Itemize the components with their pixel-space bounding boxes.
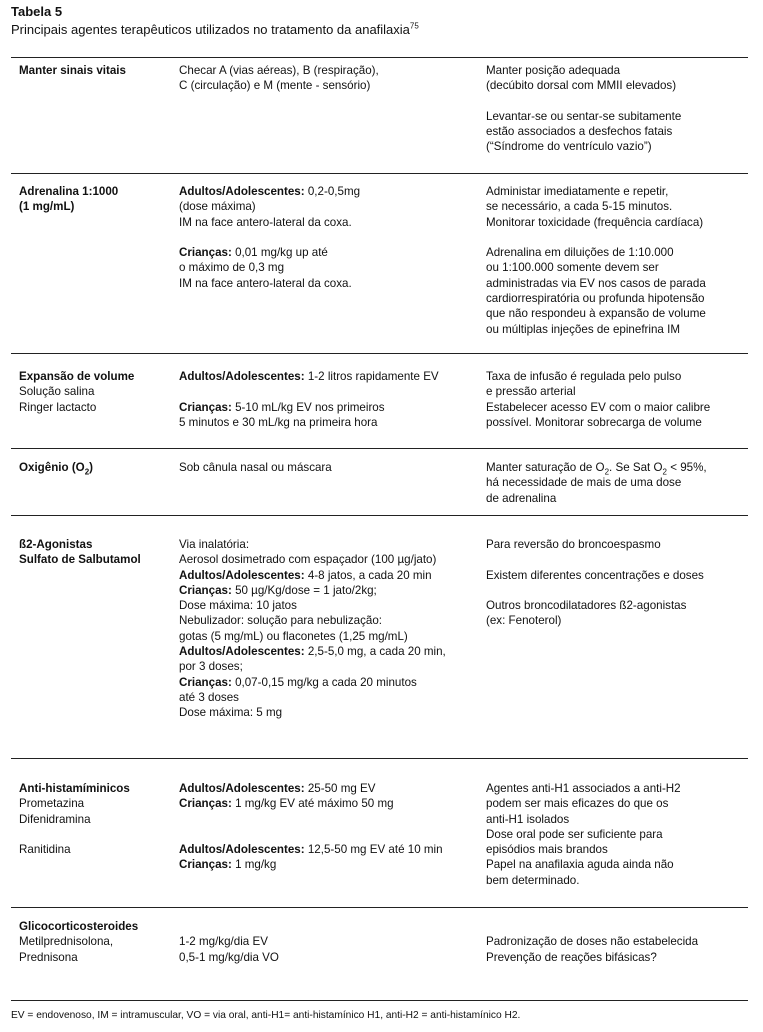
cell-line: ou 1:100.000 somente devem ser [486,261,659,275]
row-1-notes [486,184,706,337]
cell-line: por 3 doses; [179,660,243,674]
cell-line: Adrenalina em diluições de 1:10.000 [486,246,674,260]
row-3-notes-line-3: de adrenalina [486,491,557,505]
row-5-dose [179,781,443,873]
cell-line: o máximo de 0,3 mg [179,261,285,275]
row-3-notes-line-1 [486,460,707,475]
bold-label: Adultos/Adolescentes: [179,645,305,659]
row-6-notes [486,919,698,965]
cell-line [179,245,360,260]
row-2-agent [19,369,134,415]
cell-line: administradas via EV nos casos de parada [486,276,706,290]
text-segment: Manter saturação de O [486,461,605,474]
cell-line: Dose oral pode ser suficiente para [486,827,663,841]
cell-line: 1-2 mg/kg/dia EV [179,935,268,949]
rule-5 [11,758,748,759]
cell-line: Agentes anti-H1 associados a anti-H2 [486,782,681,795]
cell-line [179,675,446,690]
cell-line: Sulfato de Salbutamol [19,553,141,567]
cell-line: Para reversão do broncoespasmo [486,538,661,551]
cell-line: Manter posição adequada [486,64,621,77]
cell-line: (decúbito dorsal com MMII elevados) [486,79,677,93]
cell-line: (ex: Fenoterol) [486,614,562,628]
cell-line [179,568,446,583]
cell-line: IM na face antero-lateral da coxa. [179,215,352,229]
label-value: 1 mg/kg [231,858,277,872]
bold-label: Crianças: [179,583,232,597]
cell-line: Administar imediatamente e repetir, [486,185,669,198]
cell-line: podem ser mais eficazes do que os [486,797,669,811]
row-1-dose [179,184,360,291]
cell-line: (“Síndrome do ventrículo vazio”) [486,140,652,154]
row-1-agent [19,184,118,215]
cell-line: ß2-Agonistas [19,538,93,551]
cell-line: Metilprednisolona, [19,935,114,949]
cell-line: Prevenção de reações bifásicas? [486,950,657,964]
cell-line [486,230,706,245]
cell-line: e pressão arterial [486,385,576,399]
rule-4 [11,515,748,516]
row-6-dose [179,919,279,965]
cell-line [179,184,360,199]
row-3-notes-line-2: há necessidade de mais de uma dose [486,476,682,490]
cell-line [179,781,443,796]
cell-line: Sob cânula nasal ou máscara [179,461,332,474]
row-0-notes [486,63,681,155]
cell-line: se necessário, a cada 5-15 minutos. [486,200,673,214]
cell-line [179,369,439,384]
label-value: 4-8 jatos, a cada 20 min [304,568,432,582]
rule-bottom [11,1000,748,1001]
table-subtitle [11,22,419,37]
cell-line: Prednisona [19,950,78,964]
cell-line: Outros broncodilatadores ß2-agonistas [486,599,687,613]
bold-label: Adultos/Adolescentes: [179,370,305,383]
cell-line: Monitorar toxicidade (frequência cardíaca) [486,215,704,229]
bold-label: Adultos/Adolescentes: [179,782,305,795]
cell-line: Glicocorticosteroides [19,920,139,933]
cell-line: 5 minutos e 30 mL/kg na primeira hora [179,415,378,429]
label-value: 50 µg/Kg/dose = 1 jato/2kg; [231,583,377,597]
oxygen-subscript: 2 [84,467,90,477]
cell-line [179,644,446,659]
rule-1 [11,173,748,174]
cell-line: Estabelecer acesso EV com o maior calibre [486,400,711,414]
cell-line: Dose máxima: 10 jatos [179,599,297,613]
row-6-agent [19,919,138,965]
label-value: 1 mg/kg EV até máximo 50 mg [231,797,394,811]
rule-top [11,57,748,58]
cell-line: anti-H1 isolados [486,812,570,826]
cell-line: cardiorrespiratória ou profunda hipotensão [486,292,705,306]
text-segment: < 95%, [666,461,707,474]
cell-line [179,857,443,872]
label-value: 1-2 litros rapidamente EV [304,370,439,383]
row-4-dose [179,537,446,721]
cell-line: Solução salina [19,385,95,399]
table-footnote: EV = endovenoso, IM = intramuscular, VO = via oral, anti-H1= anti-histamínico H1, anti-H2 = anti-histamínico H2. [11,1010,521,1021]
cell-line [179,812,443,827]
row-3-agent [19,460,93,475]
bold-label: Adultos/Adolescentes: [179,185,305,198]
row-2-notes [486,369,710,430]
cell-line [486,552,704,567]
cell-line: Difenidramina [19,812,91,826]
bold-label: Crianças: [179,246,232,260]
cell-line: Ranitidina [19,843,71,857]
label-value: 0,01 mg/kg up até [231,246,328,260]
cell-line: (1 mg/mL) [19,200,75,214]
subtitle-reference: 75 [409,21,419,31]
row-4-notes [486,537,704,629]
cell-line [179,919,279,934]
bold-label: Adultos/Adolescentes: [179,568,305,582]
cell-line: Nebulizador: solução para nebulização: [179,614,383,628]
row-3-notes [486,460,707,506]
cell-line: 0,5-1 mg/kg/dia VO [179,950,279,964]
bold-label: Adultos/Adolescentes: [179,843,305,857]
cell-line: episódios mais brandos [486,843,608,857]
text-segment: . Se Sat O [609,461,663,474]
row-5-notes [486,781,681,888]
cell-line: gotas (5 mg/mL) ou flaconetes (1,25 mg/mL) [179,629,408,643]
bold-label: Crianças: [179,400,232,414]
cell-line: que não respondeu à expansão de volume [486,307,706,321]
rule-3 [11,448,748,449]
label-value: 12,5-50 mg EV até 10 min [304,843,443,857]
cell-line: Existem diferentes concentrações e doses [486,568,704,582]
cell-line: (dose máxima) [179,200,256,214]
label-value: 0,2-0,5mg [304,185,361,198]
cell-line [179,842,443,857]
cell-line [486,94,681,109]
bold-label: Crianças: [179,858,232,872]
cell-line [179,230,360,245]
label-value: 0,07-0,15 mg/kg a cada 20 minutos [231,675,417,689]
bold-label: Crianças: [179,797,232,811]
cell-line: Prometazina [19,797,85,811]
row-0-dose [179,63,379,94]
row-4-agent [19,537,141,568]
cell-line: Levantar-se ou sentar-se subitamente [486,109,682,123]
cell-line: Checar A (vias aéreas), B (respiração), [179,64,379,77]
cell-line: Dose máxima: 5 mg [179,706,283,720]
oxygen-label: Oxigênio (O [19,461,85,474]
table-title: Tabela 5 [11,4,63,19]
cell-line [19,827,130,842]
row-5-agent [19,781,130,857]
cell-line: Aerosol dosimetrado com espaçador (100 µg/jato) [179,553,437,567]
subscript: 2 [604,467,610,477]
cell-line: IM na face antero-lateral da coxa. [179,276,352,290]
cell-line [179,583,446,598]
oxygen-label-end: ) [89,461,94,474]
row-3-dose [179,460,332,475]
cell-line: Expansão de volume [19,370,135,383]
cell-line: Padronização de doses não estabelecida [486,935,699,949]
subscript: 2 [662,467,667,477]
cell-line: Ringer lactacto [19,400,97,414]
cell-line: C (circulação) e M (mente - sensório) [179,79,371,93]
cell-line [179,827,443,842]
row-0-agent [19,63,126,78]
cell-line: Via inalatória: [179,538,250,551]
cell-line [179,384,439,399]
cell-line [179,400,439,415]
cell-line: ou múltiplas injeções de epinefrina IM [486,322,680,336]
rule-2 [11,353,748,354]
cell-line: Taxa de infusão é regulada pelo pulso [486,370,682,383]
label-value: 5-10 mL/kg EV nos primeiros [231,400,385,414]
bold-label: Crianças: [179,675,232,689]
cell-line: bem determinado. [486,873,580,887]
cell-line: Papel na anafilaxia aguda ainda não [486,858,674,872]
cell-line: Anti-histamíminicos [19,782,130,795]
cell-line: estão associados a desfechos fatais [486,125,673,139]
subtitle-text: Principais agentes terapêuticos utilizados no tratamento da anafilaxia [11,22,410,37]
row-2-dose [179,369,439,430]
cell-line [179,796,443,811]
label-value: 25-50 mg EV [304,782,376,795]
cell-line [486,583,704,598]
cell-line: possível. Monitorar sobrecarga de volume [486,415,702,429]
label-value: 2,5-5,0 mg, a cada 20 min, [304,645,446,659]
rule-6 [11,907,748,908]
cell-line: Adrenalina 1:1000 [19,185,119,198]
cell-line: Manter sinais vitais [19,64,126,77]
cell-line [486,919,698,934]
cell-line: até 3 doses [179,690,239,704]
